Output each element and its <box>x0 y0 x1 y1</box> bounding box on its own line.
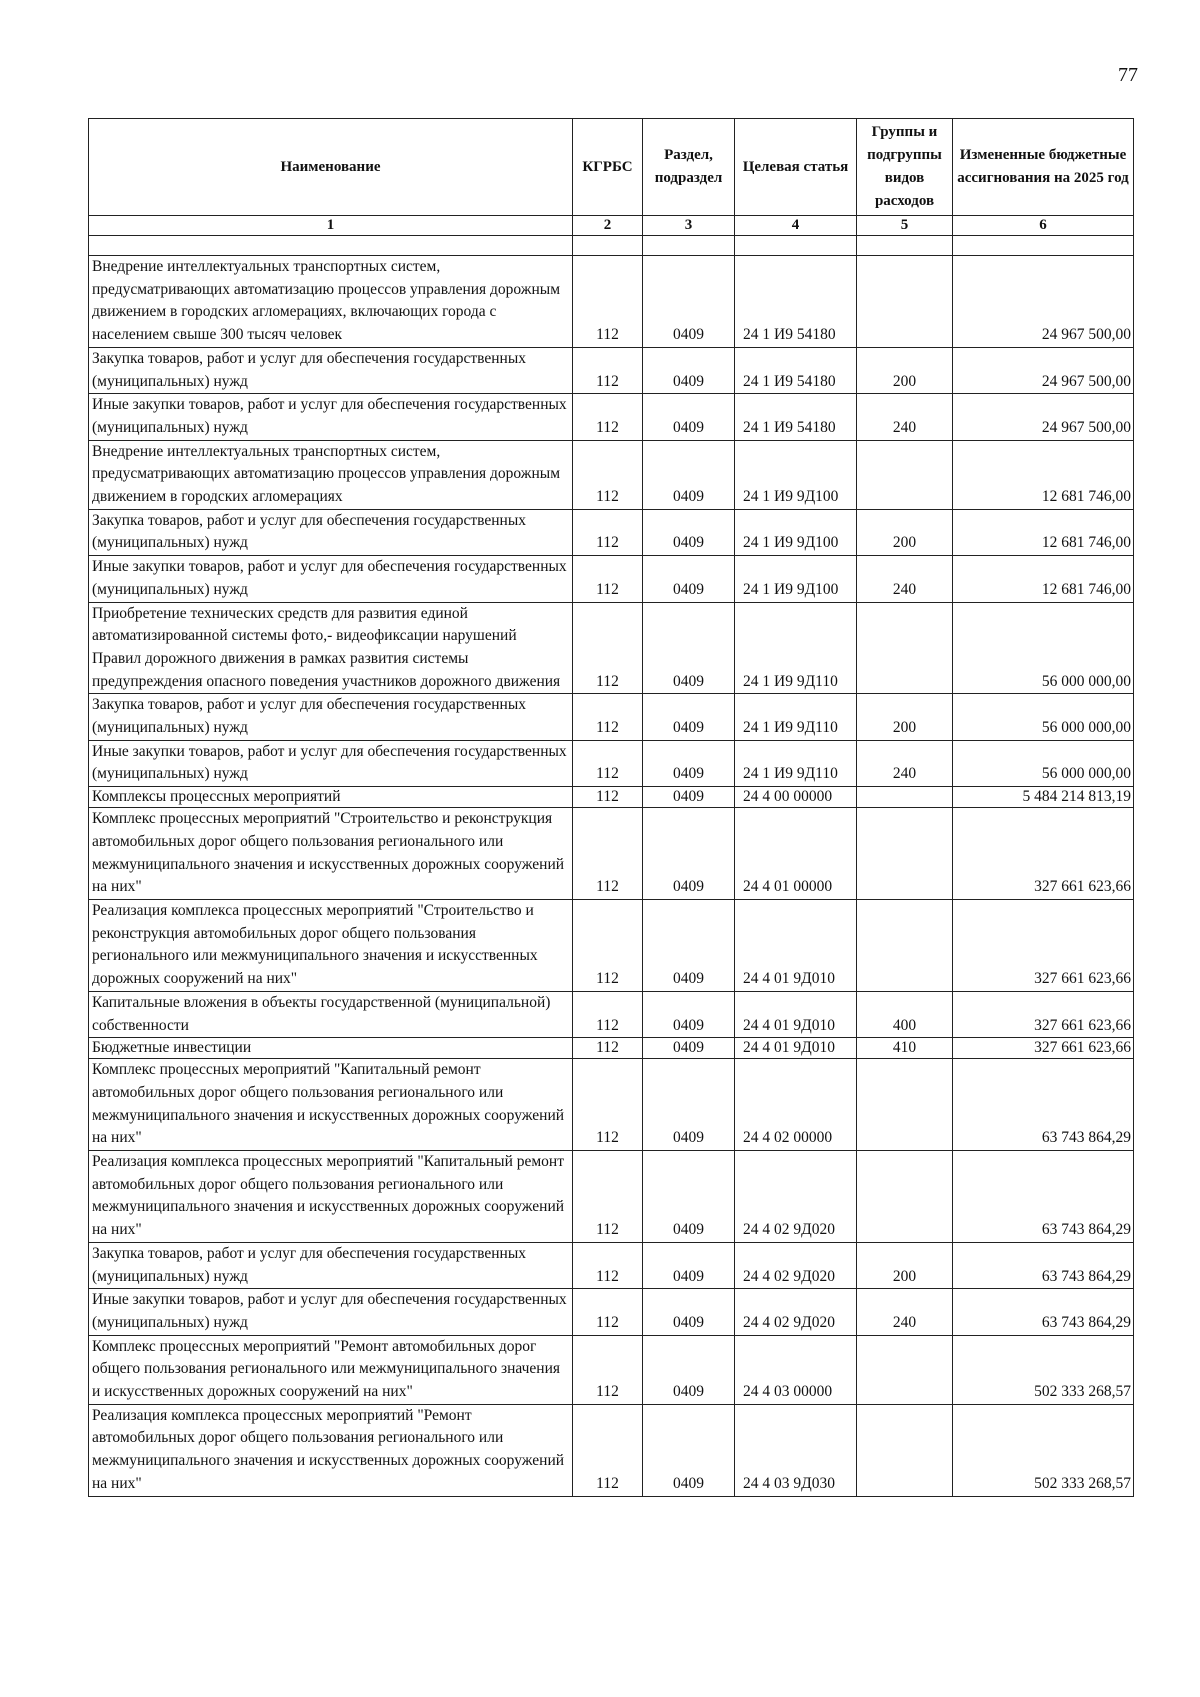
column-number: 1 <box>89 216 573 236</box>
header-name: Наименование <box>89 119 573 216</box>
table-row <box>89 1151 1134 1243</box>
table-body <box>89 236 1134 1497</box>
page-number: 77 <box>1118 64 1138 86</box>
row-section: 0409 <box>643 394 735 440</box>
row-section: 0409 <box>643 1038 735 1059</box>
budget-table <box>88 118 1134 1497</box>
row-kgrbs: 112 <box>573 899 643 991</box>
row-group: 200 <box>857 347 953 393</box>
row-kgrbs: 112 <box>573 602 643 694</box>
row-section: 0409 <box>643 899 735 991</box>
table-row <box>89 347 1134 393</box>
row-name: Реализация комплекса процессных мероприятий "Ремонт автомобильных дорог общего пользования регионального или межмуниципального значения и искусственных дорожных сооружений на них" <box>89 1404 573 1496</box>
row-kgrbs: 112 <box>573 1404 643 1496</box>
row-group <box>857 899 953 991</box>
row-target: 24 1 И9 54180 <box>735 347 857 393</box>
row-group <box>857 440 953 509</box>
row-name: Иные закупки товаров, работ и услуг для обеспечения государственных (муниципальных) нужд <box>89 740 573 786</box>
table-row <box>89 509 1134 555</box>
row-target: 24 4 02 9Д020 <box>735 1151 857 1243</box>
row-amount: 502 333 268,57 <box>953 1404 1134 1496</box>
row-section: 0409 <box>643 1404 735 1496</box>
row-section: 0409 <box>643 1289 735 1335</box>
row-name: Бюджетные инвестиции <box>89 1038 573 1059</box>
row-target: 24 4 01 9Д010 <box>735 1038 857 1059</box>
row-target: 24 1 И9 9Д100 <box>735 509 857 555</box>
row-group <box>857 602 953 694</box>
row-section: 0409 <box>643 808 735 900</box>
table-row <box>89 808 1134 900</box>
table-row <box>89 991 1134 1037</box>
row-group <box>857 1404 953 1496</box>
row-section: 0409 <box>643 1151 735 1243</box>
row-kgrbs: 112 <box>573 991 643 1037</box>
row-group: 200 <box>857 1242 953 1288</box>
table-row <box>89 1059 1134 1151</box>
row-name: Комплексы процессных мероприятий <box>89 787 573 808</box>
row-target: 24 1 И9 9Д100 <box>735 440 857 509</box>
row-section: 0409 <box>643 1335 735 1404</box>
row-section: 0409 <box>643 787 735 808</box>
row-name: Иные закупки товаров, работ и услуг для обеспечения государственных (муниципальных) нужд <box>89 394 573 440</box>
row-target: 24 4 02 9Д020 <box>735 1242 857 1288</box>
row-kgrbs: 112 <box>573 556 643 602</box>
row-amount: 327 661 623,66 <box>953 991 1134 1037</box>
row-group <box>857 1335 953 1404</box>
row-kgrbs: 112 <box>573 1059 643 1151</box>
row-name: Иные закупки товаров, работ и услуг для обеспечения государственных (муниципальных) нужд <box>89 556 573 602</box>
table-row <box>89 440 1134 509</box>
row-kgrbs: 112 <box>573 1335 643 1404</box>
row-name: Комплекс процессных мероприятий "Строительство и реконструкция автомобильных дорог общего пользования регионального или межмуниципального значения и искусственных дорожных сооружений на них" <box>89 808 573 900</box>
row-amount: 63 743 864,29 <box>953 1151 1134 1243</box>
row-name: Комплекс процессных мероприятий "Капитальный ремонт автомобильных дорог общего пользования регионального или межмуниципального значения и искусственных дорожных сооружений на них" <box>89 1059 573 1151</box>
row-section: 0409 <box>643 556 735 602</box>
table-row <box>89 1242 1134 1288</box>
row-group <box>857 808 953 900</box>
row-group: 240 <box>857 556 953 602</box>
row-target: 24 1 И9 9Д110 <box>735 740 857 786</box>
row-target: 24 1 И9 54180 <box>735 394 857 440</box>
row-group: 410 <box>857 1038 953 1059</box>
header-row <box>89 119 1134 216</box>
row-group <box>857 256 953 348</box>
column-number: 2 <box>573 216 643 236</box>
row-target: 24 4 02 9Д020 <box>735 1289 857 1335</box>
row-amount: 56 000 000,00 <box>953 740 1134 786</box>
column-number: 4 <box>735 216 857 236</box>
row-kgrbs: 112 <box>573 1242 643 1288</box>
row-name: Комплекс процессных мероприятий "Ремонт автомобильных дорог общего пользования регионального или межмуниципального значения и искусственных дорожных сооружений на них" <box>89 1335 573 1404</box>
row-group <box>857 787 953 808</box>
row-target: 24 1 И9 54180 <box>735 256 857 348</box>
row-amount: 12 681 746,00 <box>953 556 1134 602</box>
row-section: 0409 <box>643 440 735 509</box>
row-kgrbs: 112 <box>573 787 643 808</box>
row-section: 0409 <box>643 991 735 1037</box>
row-amount: 5 484 214 813,19 <box>953 787 1134 808</box>
row-group: 200 <box>857 509 953 555</box>
row-target: 24 4 00 00000 <box>735 787 857 808</box>
row-group: 240 <box>857 740 953 786</box>
row-name: Реализация комплекса процессных мероприятий "Строительство и реконструкция автомобильных дорог общего пользования регионального или межмуниципального значения и искусственных дорожных сооружений на них" <box>89 899 573 991</box>
header-section: Раздел, подраздел <box>643 119 735 216</box>
row-target: 24 1 И9 9Д110 <box>735 694 857 740</box>
row-amount: 502 333 268,57 <box>953 1335 1134 1404</box>
spacer-row <box>89 236 1134 256</box>
row-name: Закупка товаров, работ и услуг для обеспечения государственных (муниципальных) нужд <box>89 1242 573 1288</box>
row-section: 0409 <box>643 602 735 694</box>
row-kgrbs: 112 <box>573 347 643 393</box>
row-kgrbs: 112 <box>573 740 643 786</box>
row-amount: 63 743 864,29 <box>953 1242 1134 1288</box>
row-kgrbs: 112 <box>573 256 643 348</box>
table-row <box>89 1289 1134 1335</box>
row-section: 0409 <box>643 740 735 786</box>
row-kgrbs: 112 <box>573 394 643 440</box>
row-section: 0409 <box>643 509 735 555</box>
row-amount: 327 661 623,66 <box>953 1038 1134 1059</box>
table-row <box>89 899 1134 991</box>
row-target: 24 1 И9 9Д110 <box>735 602 857 694</box>
row-kgrbs: 112 <box>573 1151 643 1243</box>
row-name: Закупка товаров, работ и услуг для обеспечения государственных (муниципальных) нужд <box>89 509 573 555</box>
row-amount: 327 661 623,66 <box>953 808 1134 900</box>
column-number: 5 <box>857 216 953 236</box>
row-name: Капитальные вложения в объекты государственной (муниципальной) собственности <box>89 991 573 1037</box>
row-section: 0409 <box>643 347 735 393</box>
row-name: Внедрение интеллектуальных транспортных систем, предусматривающих автоматизацию процессов управления дорожным движением в городских агломерациях, включающих города с населением свыше 300 тысяч человек <box>89 256 573 348</box>
column-number: 3 <box>643 216 735 236</box>
row-kgrbs: 112 <box>573 808 643 900</box>
row-group: 400 <box>857 991 953 1037</box>
row-kgrbs: 112 <box>573 1289 643 1335</box>
row-amount: 327 661 623,66 <box>953 899 1134 991</box>
row-group: 200 <box>857 694 953 740</box>
row-target: 24 4 01 9Д010 <box>735 991 857 1037</box>
row-section: 0409 <box>643 256 735 348</box>
table-row <box>89 394 1134 440</box>
table-row <box>89 694 1134 740</box>
table-row <box>89 602 1134 694</box>
table-row <box>89 1335 1134 1404</box>
row-target: 24 4 03 00000 <box>735 1335 857 1404</box>
header-groups: Группы и подгруппы видов расходов <box>857 119 953 216</box>
table-row <box>89 256 1134 348</box>
table-row <box>89 1038 1134 1059</box>
row-amount: 56 000 000,00 <box>953 602 1134 694</box>
row-group: 240 <box>857 1289 953 1335</box>
row-kgrbs: 112 <box>573 694 643 740</box>
row-amount: 24 967 500,00 <box>953 256 1134 348</box>
row-amount: 56 000 000,00 <box>953 694 1134 740</box>
row-amount: 63 743 864,29 <box>953 1059 1134 1151</box>
header-amount: Измененные бюджетные ассигнования на 2025 год <box>953 119 1134 216</box>
row-name: Приобретение технических средств для развития единой автоматизированной системы фото,- видеофиксации нарушений Правил дорожного движения в рамках развития системы предупреждения опасного поведения участников дорожного движения <box>89 602 573 694</box>
row-section: 0409 <box>643 1059 735 1151</box>
table-row <box>89 740 1134 786</box>
row-target: 24 1 И9 9Д100 <box>735 556 857 602</box>
row-section: 0409 <box>643 694 735 740</box>
row-amount: 12 681 746,00 <box>953 509 1134 555</box>
row-kgrbs: 112 <box>573 509 643 555</box>
row-section: 0409 <box>643 1242 735 1288</box>
row-amount: 12 681 746,00 <box>953 440 1134 509</box>
table-row <box>89 787 1134 808</box>
row-group: 240 <box>857 394 953 440</box>
row-name: Реализация комплекса процессных мероприятий "Капитальный ремонт автомобильных дорог общего пользования регионального или межмуниципального значения и искусственных дорожных сооружений на них" <box>89 1151 573 1243</box>
column-number: 6 <box>953 216 1134 236</box>
row-name: Закупка товаров, работ и услуг для обеспечения государственных (муниципальных) нужд <box>89 347 573 393</box>
table-row <box>89 556 1134 602</box>
row-target: 24 4 01 9Д010 <box>735 899 857 991</box>
header-target: Целевая статья <box>735 119 857 216</box>
row-kgrbs: 112 <box>573 440 643 509</box>
row-amount: 24 967 500,00 <box>953 394 1134 440</box>
row-name: Внедрение интеллектуальных транспортных систем, предусматривающих автоматизацию процессов управления дорожным движением в городских агломерациях <box>89 440 573 509</box>
column-number-row <box>89 216 1134 236</box>
row-amount: 63 743 864,29 <box>953 1289 1134 1335</box>
row-target: 24 4 03 9Д030 <box>735 1404 857 1496</box>
row-name: Иные закупки товаров, работ и услуг для обеспечения государственных (муниципальных) нужд <box>89 1289 573 1335</box>
row-amount: 24 967 500,00 <box>953 347 1134 393</box>
row-target: 24 4 01 00000 <box>735 808 857 900</box>
table-row <box>89 1404 1134 1496</box>
row-name: Закупка товаров, работ и услуг для обеспечения государственных (муниципальных) нужд <box>89 694 573 740</box>
row-kgrbs: 112 <box>573 1038 643 1059</box>
header-kgrbs: КГРБС <box>573 119 643 216</box>
row-group <box>857 1059 953 1151</box>
row-group <box>857 1151 953 1243</box>
row-target: 24 4 02 00000 <box>735 1059 857 1151</box>
